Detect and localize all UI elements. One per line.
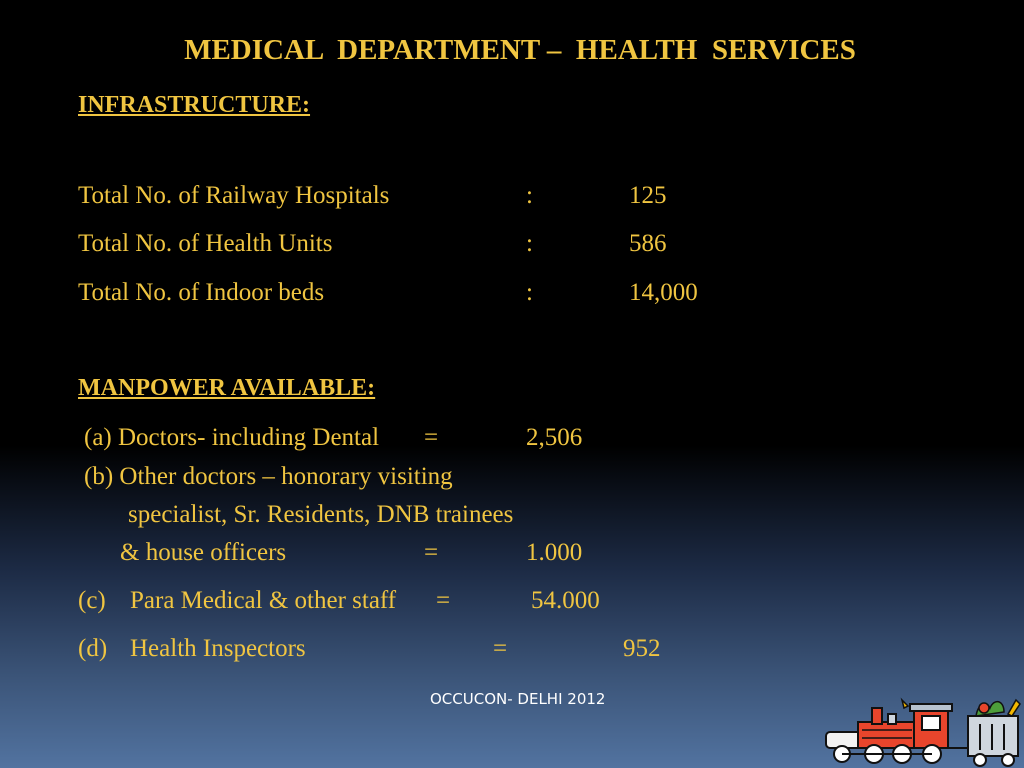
- other-doctors-sep: =: [424, 539, 439, 566]
- paramedical-sep: =: [436, 587, 451, 614]
- hospitals-label: Total No. of Railway Hospitals: [78, 182, 390, 209]
- doctors-value: 2,506: [526, 424, 583, 451]
- slide-title: MEDICAL DEPARTMENT – HEALTH SERVICES: [184, 34, 856, 66]
- other-doctors-value: 1.000: [526, 539, 583, 566]
- hospitals-sep: :: [526, 182, 533, 209]
- paramedical-marker: (c): [78, 587, 106, 614]
- indoor-beds-label: Total No. of Indoor beds: [78, 279, 325, 306]
- other-doctors-line3: & house officers: [120, 539, 287, 566]
- other-doctors-line1: (b) Other doctors – honorary visiting: [84, 463, 453, 490]
- paramedical-value: 54.000: [531, 587, 600, 614]
- manpower-heading: MANPOWER AVAILABLE:: [78, 375, 376, 401]
- indoor-beds-value: 14,000: [629, 279, 698, 306]
- health-inspectors-value: 952: [623, 635, 661, 662]
- health-units-value: 586: [629, 230, 667, 257]
- hospitals-value: 125: [629, 182, 667, 209]
- paramedical-label: Para Medical & other staff: [130, 587, 397, 614]
- doctors-sep: =: [424, 424, 439, 451]
- indoor-beds-sep: :: [526, 279, 533, 306]
- train-clipart: [818, 694, 1024, 768]
- health-inspectors-marker: (d): [78, 635, 108, 662]
- footer-text: OCCUCON- DELHI 2012: [430, 690, 606, 708]
- doctors-label: (a) Doctors- including Dental: [84, 424, 380, 451]
- health-inspectors-label: Health Inspectors: [130, 635, 306, 662]
- other-doctors-line2: specialist, Sr. Residents, DNB trainees: [128, 501, 514, 528]
- health-units-sep: :: [526, 230, 533, 257]
- infrastructure-heading: INFRASTRUCTURE:: [78, 92, 311, 118]
- health-units-label: Total No. of Health Units: [78, 230, 333, 257]
- health-inspectors-sep: =: [493, 635, 508, 662]
